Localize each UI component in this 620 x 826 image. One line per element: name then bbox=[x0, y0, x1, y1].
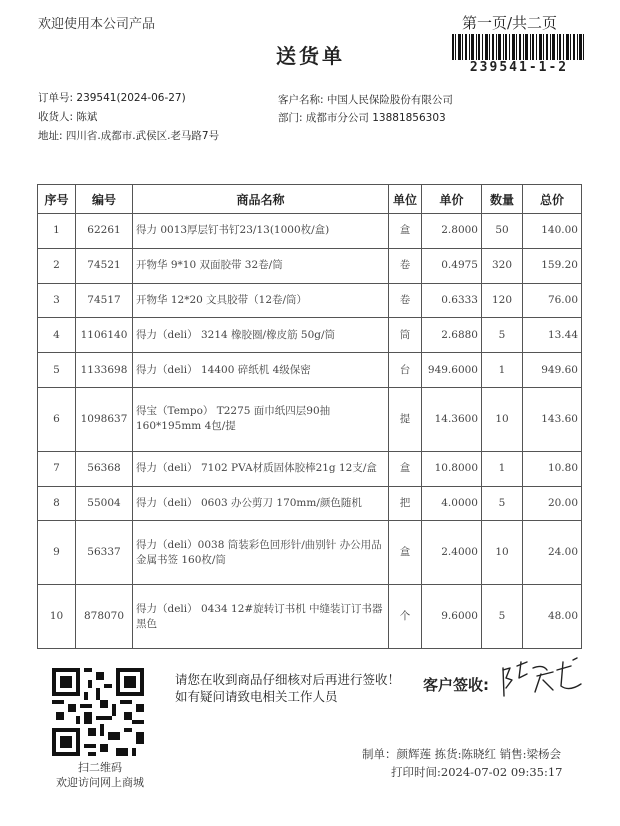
row-index: 2 bbox=[38, 248, 76, 283]
department-label: 部门: bbox=[278, 112, 303, 124]
row-unit: 筒 bbox=[389, 318, 422, 353]
table-row bbox=[38, 585, 582, 649]
row-unit: 盒 bbox=[389, 521, 422, 585]
handwritten-signature bbox=[497, 656, 587, 700]
row-index: 8 bbox=[38, 486, 76, 521]
row-unit-price: 0.4975 bbox=[422, 248, 482, 283]
row-quantity: 320 bbox=[482, 248, 523, 283]
row-index: 5 bbox=[38, 353, 76, 388]
row-quantity: 1 bbox=[482, 451, 523, 486]
header-index: 序号 bbox=[38, 185, 76, 214]
qr-caption-scan: 扫二维码 bbox=[78, 761, 122, 774]
row-code: 56337 bbox=[76, 521, 133, 585]
barcode-number: 239541-1-2 bbox=[469, 60, 569, 75]
address-label: 地址: bbox=[38, 130, 63, 142]
row-product-name: 得力（deli） 7102 PVA材质固体胶棒21g 12支/盒 bbox=[133, 451, 389, 486]
print-time: 打印时间:2024-07-02 09:35:17 bbox=[391, 765, 563, 779]
row-total: 949.60 bbox=[523, 353, 582, 388]
customer-name bbox=[278, 92, 453, 107]
table-row bbox=[38, 214, 582, 249]
department bbox=[278, 110, 446, 125]
table-row bbox=[38, 283, 582, 318]
row-unit: 提 bbox=[389, 387, 422, 451]
table-row bbox=[38, 248, 582, 283]
row-quantity: 5 bbox=[482, 486, 523, 521]
row-unit-price: 10.8000 bbox=[422, 451, 482, 486]
header-product-name: 商品名称 bbox=[133, 185, 389, 214]
customer-sign-label: 客户签收: bbox=[423, 676, 489, 694]
row-product-name: 得力（deli） 0603 办公剪刀 170mm/颜色随机 bbox=[133, 486, 389, 521]
row-total: 159.20 bbox=[523, 248, 582, 283]
row-total: 13.44 bbox=[523, 318, 582, 353]
table-row bbox=[38, 387, 582, 451]
welcome-text: 欢迎使用本公司产品 bbox=[38, 17, 156, 32]
row-index: 3 bbox=[38, 283, 76, 318]
table-row bbox=[38, 521, 582, 585]
row-unit: 盒 bbox=[389, 214, 422, 249]
row-product-name: 得宝（Tempo） T2275 面巾纸四层90抽160*195mm 4包/提 bbox=[133, 387, 389, 451]
row-index: 9 bbox=[38, 521, 76, 585]
row-unit-price: 2.6880 bbox=[422, 318, 482, 353]
row-index: 4 bbox=[38, 318, 76, 353]
notice-text: 请您在收到商品仔细核对后再进行签收！如有疑问请致电相关工作人员 bbox=[175, 672, 401, 704]
row-product-name: 开物华 12*20 文具胶带（12卷/筒） bbox=[133, 283, 389, 318]
goods-table bbox=[37, 184, 582, 649]
department-value: 成都市分公司 13881856303 bbox=[305, 112, 446, 124]
table-header-row bbox=[38, 185, 582, 214]
table-row bbox=[38, 451, 582, 486]
row-total: 140.00 bbox=[523, 214, 582, 249]
row-code: 62261 bbox=[76, 214, 133, 249]
header-unit: 单位 bbox=[389, 185, 422, 214]
row-product-name: 开物华 9*10 双面胶带 32卷/筒 bbox=[133, 248, 389, 283]
row-code: 1133698 bbox=[76, 353, 133, 388]
row-unit-price: 2.8000 bbox=[422, 214, 482, 249]
row-code: 1106140 bbox=[76, 318, 133, 353]
address-value: 四川省.成都市.武侯区.老马路7号 bbox=[65, 130, 220, 142]
row-code: 878070 bbox=[76, 585, 133, 649]
table-row bbox=[38, 353, 582, 388]
row-product-name: 得力（deli） 14400 碎纸机 4级保密 bbox=[133, 353, 389, 388]
row-product-name: 得力（deli） 0434 12#旋转订书机 中缝装订订书器 黑色 bbox=[133, 585, 389, 649]
row-total: 24.00 bbox=[523, 521, 582, 585]
document-title: 送货单 bbox=[276, 44, 345, 68]
row-unit: 卷 bbox=[389, 248, 422, 283]
row-index: 1 bbox=[38, 214, 76, 249]
receiver bbox=[38, 109, 97, 124]
table-row bbox=[38, 486, 582, 521]
order-number bbox=[38, 90, 186, 105]
row-total: 48.00 bbox=[523, 585, 582, 649]
receiver-label: 收货人: bbox=[38, 111, 74, 123]
row-code: 55004 bbox=[76, 486, 133, 521]
barcode bbox=[452, 34, 584, 60]
row-unit: 卷 bbox=[389, 283, 422, 318]
receiver-value: 陈斌 bbox=[76, 111, 98, 123]
row-unit-price: 0.6333 bbox=[422, 283, 482, 318]
row-unit-price: 949.6000 bbox=[422, 353, 482, 388]
row-unit-price: 4.0000 bbox=[422, 486, 482, 521]
row-index: 7 bbox=[38, 451, 76, 486]
row-index: 6 bbox=[38, 387, 76, 451]
row-total: 143.60 bbox=[523, 387, 582, 451]
row-quantity: 1 bbox=[482, 353, 523, 388]
header-total: 总价 bbox=[523, 185, 582, 214]
row-code: 74521 bbox=[76, 248, 133, 283]
header-quantity: 数量 bbox=[482, 185, 523, 214]
row-total: 76.00 bbox=[523, 283, 582, 318]
row-unit: 台 bbox=[389, 353, 422, 388]
header-code: 编号 bbox=[76, 185, 133, 214]
row-unit: 把 bbox=[389, 486, 422, 521]
qr-code[interactable] bbox=[52, 668, 144, 756]
page-indicator: 第一页/共二页 bbox=[462, 14, 558, 32]
qr-caption-mall: 欢迎访问网上商城 bbox=[56, 776, 144, 789]
row-product-name: 得力（deli）0038 筒装彩色回形针/曲别针 办公用品 金属书签 160枚/筒 bbox=[133, 521, 389, 585]
row-total: 20.00 bbox=[523, 486, 582, 521]
row-quantity: 5 bbox=[482, 585, 523, 649]
customer-value: 中国人民保险股份有限公司 bbox=[326, 94, 453, 106]
row-unit: 盒 bbox=[389, 451, 422, 486]
row-code: 74517 bbox=[76, 283, 133, 318]
row-quantity: 50 bbox=[482, 214, 523, 249]
order-number-value: 239541(2024-06-27) bbox=[76, 92, 186, 104]
row-quantity: 10 bbox=[482, 521, 523, 585]
staff-info: 制单：颜辉莲 拣货:陈晓红 销售:梁杨会 bbox=[362, 747, 562, 761]
row-code: 1098637 bbox=[76, 387, 133, 451]
header-unit-price: 单价 bbox=[422, 185, 482, 214]
row-unit-price: 14.3600 bbox=[422, 387, 482, 451]
row-quantity: 5 bbox=[482, 318, 523, 353]
row-product-name: 得力 0013厚层钉书钉23/13(1000枚/盒) bbox=[133, 214, 389, 249]
row-quantity: 120 bbox=[482, 283, 523, 318]
row-unit: 个 bbox=[389, 585, 422, 649]
row-index: 10 bbox=[38, 585, 76, 649]
row-product-name: 得力（deli） 3214 橡胶圈/橡皮筋 50g/筒 bbox=[133, 318, 389, 353]
table-row bbox=[38, 318, 582, 353]
address bbox=[38, 128, 219, 143]
row-total: 10.80 bbox=[523, 451, 582, 486]
order-number-label: 订单号: bbox=[38, 92, 74, 104]
row-unit-price: 2.4000 bbox=[422, 521, 482, 585]
row-unit-price: 9.6000 bbox=[422, 585, 482, 649]
customer-label: 客户名称: bbox=[278, 94, 324, 106]
row-quantity: 10 bbox=[482, 387, 523, 451]
row-code: 56368 bbox=[76, 451, 133, 486]
qr-caption bbox=[40, 760, 160, 790]
